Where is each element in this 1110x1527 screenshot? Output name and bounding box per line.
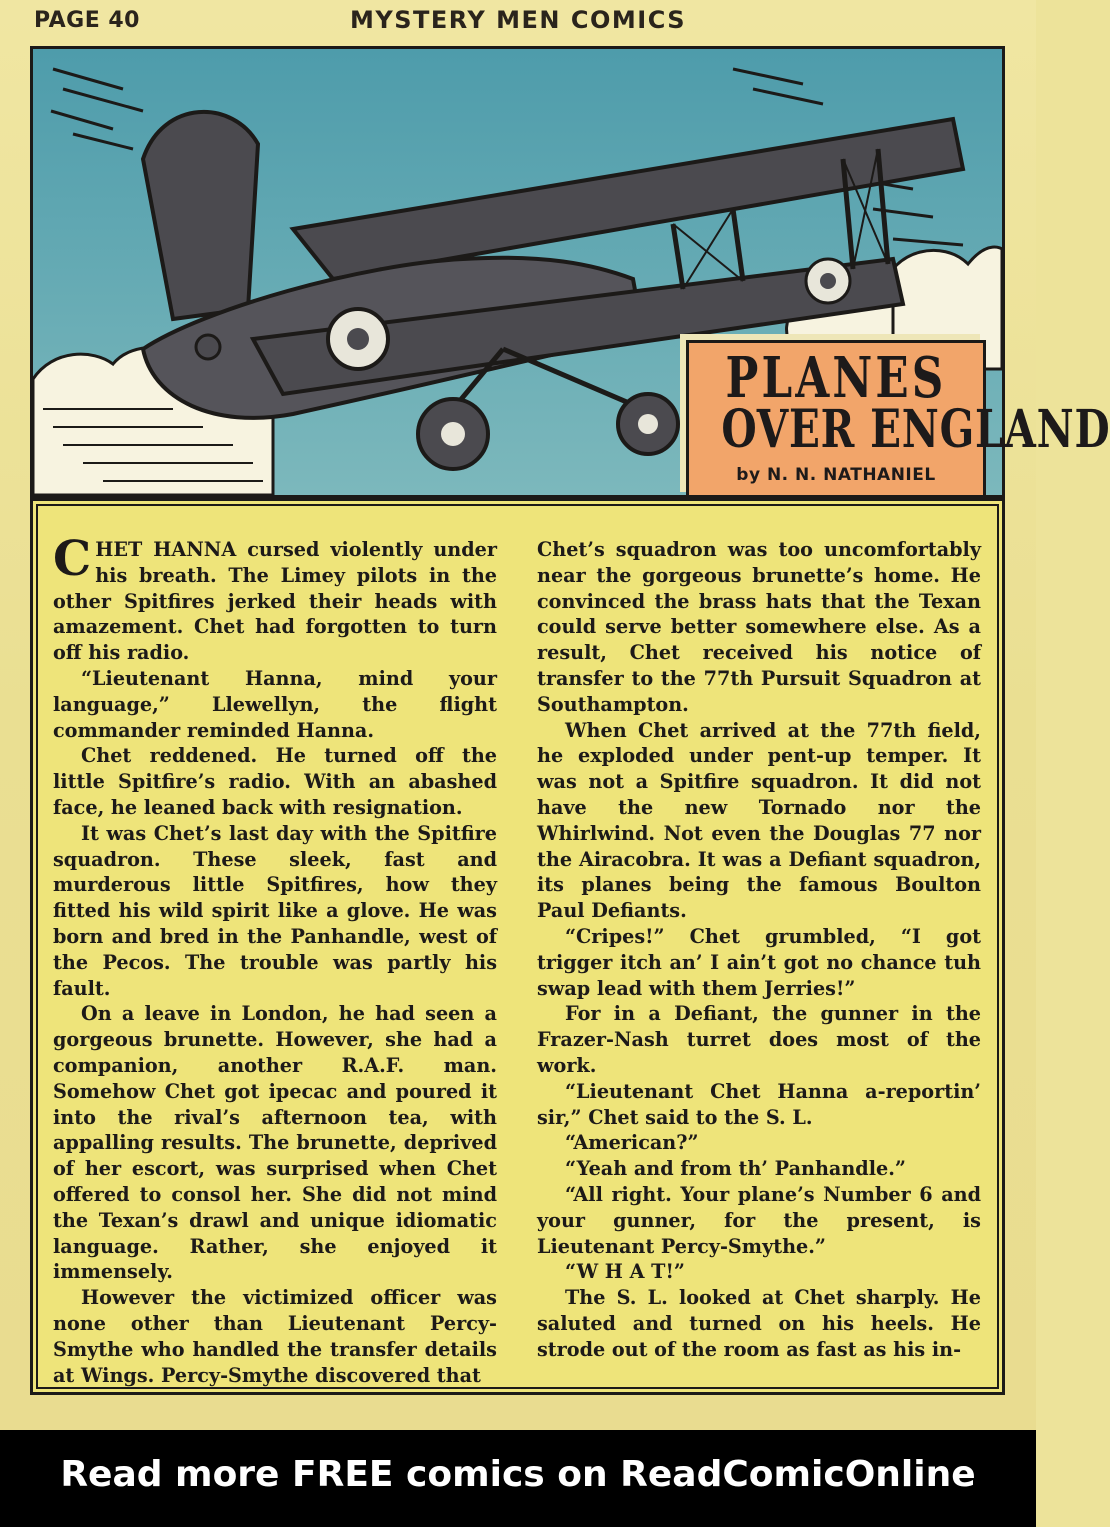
story-paragraph: “Yeah and from th’ Panhandle.”: [565, 1157, 906, 1181]
magazine-title: MYSTERY MEN COMICS: [349, 6, 687, 34]
story-paragraph: “Cripes!” Chet grumbled, “I got trigger itch an’ I ain’t got no chance tuh swap lead with them Jerries!”: [537, 924, 981, 1000]
promo-footer-banner[interactable]: [0, 1430, 1036, 1527]
story-column-right: [537, 537, 981, 1363]
page-header: [0, 0, 1036, 46]
story-text-box: [30, 498, 1005, 1395]
story-paragraph: For in a Defiant, the gunner in the Frazer-Nash turret does most of the work.: [537, 1002, 981, 1077]
page-number: PAGE 40: [34, 8, 140, 33]
story-paragraph: However the victimized officer was none other than Lieutenant Percy-Smythe who handled the transfer details at Wings. Percy-Smythe discovered that: [53, 1286, 497, 1387]
story-paragraph: “All right. Your plane’s Number 6 and your gunner, for the present, is Lieutenant Percy-Smythe.”: [537, 1182, 981, 1258]
story-paragraph: “Lieutenant Hanna, mind your language,” Llewellyn, the flight commander reminded Hanna.: [53, 666, 497, 742]
promo-footer-text[interactable]: Read more FREE comics on ReadComicOnline: [60, 1454, 976, 1495]
story-paragraph: Chet reddened. He turned off the little Spitfire’s radio. With an abashed face, he leaned back with resignation.: [53, 744, 497, 819]
story-title-line-2: OVER ENGLAND: [721, 399, 1110, 460]
story-paragraph: The S. L. looked at Chet sharply. He saluted and turned on his heels. He strode out of the room as fast as his in-: [537, 1286, 981, 1361]
story-paragraph: It was Chet’s last day with the Spitfire squadron. These sleek, fast and murderous little Spitfires, how they fitted his wild spirit like a glove. He was born and bred in the Panhandle, west of the Pecos. The trouble was partly his fault.: [53, 821, 497, 1000]
story-paragraph: Chet’s squadron was too uncomfortably near the gorgeous brunette’s home. He convinced the brass hats that the Texan could serve better somewhere else. As a result, Chet received his notice of transfer to the 77th Pursuit Squadron at Southampton.: [537, 538, 981, 716]
drop-cap: C: [53, 531, 92, 587]
story-byline: by N. N. NATHANIEL: [736, 465, 936, 485]
story-title-line-1: PLANES: [725, 345, 947, 411]
story-paragraph: “American?”: [565, 1131, 699, 1155]
story-paragraph: On a leave in London, he had seen a gorgeous brunette. However, she had a companion, another R.A.F. man. Somehow Chet got ipecac and poured it into the rival’s afternoon tea, with appalling results. The brunette, deprived of her escort, was surprised when Chet offered to consol her. She did not mind the Texan’s drawl and unique idiomatic language. Rather, she enjoyed it immensely.: [53, 1002, 497, 1284]
story-paragraph: When Chet arrived at the 77th field, he exploded under pent-up temper. It was not a Spitfire squadron. It did not have the new Tornado nor the Whirlwind. Not even the Douglas 77 nor the Airacobra. It was a Defiant squadron, its planes being the famous Boulton Paul Defiants.: [537, 718, 981, 923]
story-column-left: [53, 531, 497, 1388]
story-paragraph: “W H A T!”: [565, 1260, 685, 1284]
story-paragraph: CHET HANNA cursed violently under his breath. The Limey pilots in the other Spitfires jerked their heads with amazement. Chet had forgotten to turn off his radio.: [53, 531, 497, 665]
story-paragraph: “Lieutenant Chet Hanna a-reportin’ sir,” Chet said to the S. L.: [537, 1079, 981, 1129]
story-title-box: [686, 340, 1110, 498]
